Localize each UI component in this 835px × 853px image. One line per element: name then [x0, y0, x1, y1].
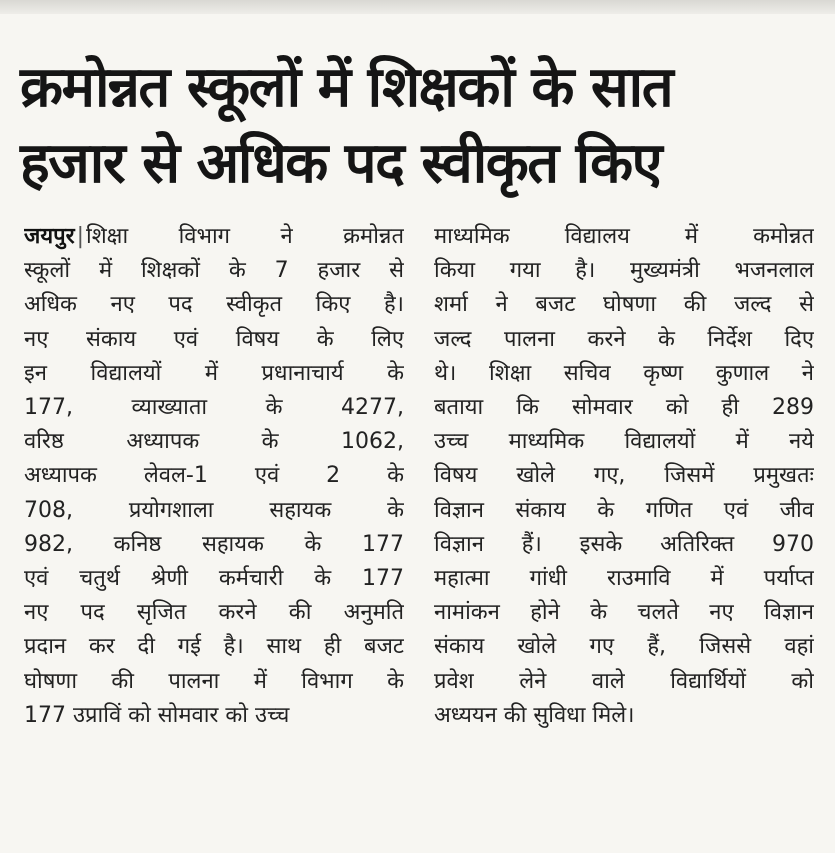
column-line-text: शिक्षा विभाग ने क्रमोन्नत [86, 224, 404, 249]
column-line: महात्मा गांधी राउमावि में पर्याप्त [434, 566, 814, 592]
column-line: अधिक नए पद स्वीकृत किए है। [24, 292, 404, 318]
column-line: नए संकाय एवं विषय के लिए [24, 326, 404, 352]
column-line: उच्च माध्यमिक विद्यालयों में नये [434, 429, 814, 455]
column-line: 708, प्रयोगशाला सहायक के [24, 497, 404, 523]
column-line: 177, व्याख्याता के 4277, [24, 395, 404, 421]
column-line: संकाय खोले गए हैं, जिससे वहां [434, 634, 814, 660]
column-line: नामांकन होने के चलते नए विज्ञान [434, 600, 814, 626]
headline [20, 50, 820, 202]
column-line: वरिष्ठ अध्यापक के 1062, [24, 429, 404, 455]
column-line: अध्ययन की सुविधा मिले। [434, 702, 635, 728]
column-line: विज्ञान हैं। इसके अतिरिक्त 970 [434, 531, 814, 557]
column-line: जल्द पालना करने के निर्देश दिए [434, 326, 814, 352]
column-line: स्कूलों में शिक्षकों के 7 हजार से [24, 258, 404, 284]
article-column-left [24, 220, 404, 733]
column-line: थे। शिक्षा सचिव कृष्ण कुणाल ने [434, 360, 814, 386]
column-gutter [414, 222, 415, 837]
column-line: इन विद्यालयों में प्रधानाचार्य के [24, 360, 404, 386]
column-line: घोषणा की पालना में विभाग के [24, 668, 404, 694]
column-line: किया गया है। मुख्यमंत्री भजनलाल [434, 258, 814, 284]
column-line: प्रवेश लेने वाले विद्यार्थियों को [434, 668, 814, 694]
column-line: 177 उप्राविं को सोमवार को उच्च [24, 702, 290, 728]
article-column-right [434, 220, 814, 733]
column-line: नए पद सृजित करने की अनुमति [24, 600, 404, 626]
column-line: 982, कनिष्ठ सहायक के 177 [24, 531, 404, 557]
headline-line-1: क्रमोन्नत स्कूलों में शिक्षकों के सात [20, 55, 673, 120]
column-line: अध्यापक लेवल-1 एवं 2 के [24, 463, 404, 489]
headline-line-2: हजार से अधिक पद स्वीकृत किए [20, 131, 662, 196]
dateline-separator: | [76, 224, 85, 249]
dateline: जयपुर [24, 224, 75, 249]
column-line: विज्ञान संकाय के गणित एवं जीव [434, 497, 814, 523]
column-line [24, 220, 404, 254]
column-line: माध्यमिक विद्यालय में कमोन्नत [434, 224, 814, 249]
column-line: शर्मा ने बजट घोषणा की जल्द से [434, 292, 814, 318]
column-line: प्रदान कर दी गई है। साथ ही बजट [24, 634, 404, 660]
top-cut-edge [0, 0, 835, 14]
column-line: एवं चतुर्थ श्रेणी कर्मचारी के 177 [24, 566, 404, 592]
column-line: विषय खोले गए, जिसमें प्रमुखतः [434, 463, 814, 489]
column-line: बताया कि सोमवार को ही 289 [434, 395, 814, 421]
